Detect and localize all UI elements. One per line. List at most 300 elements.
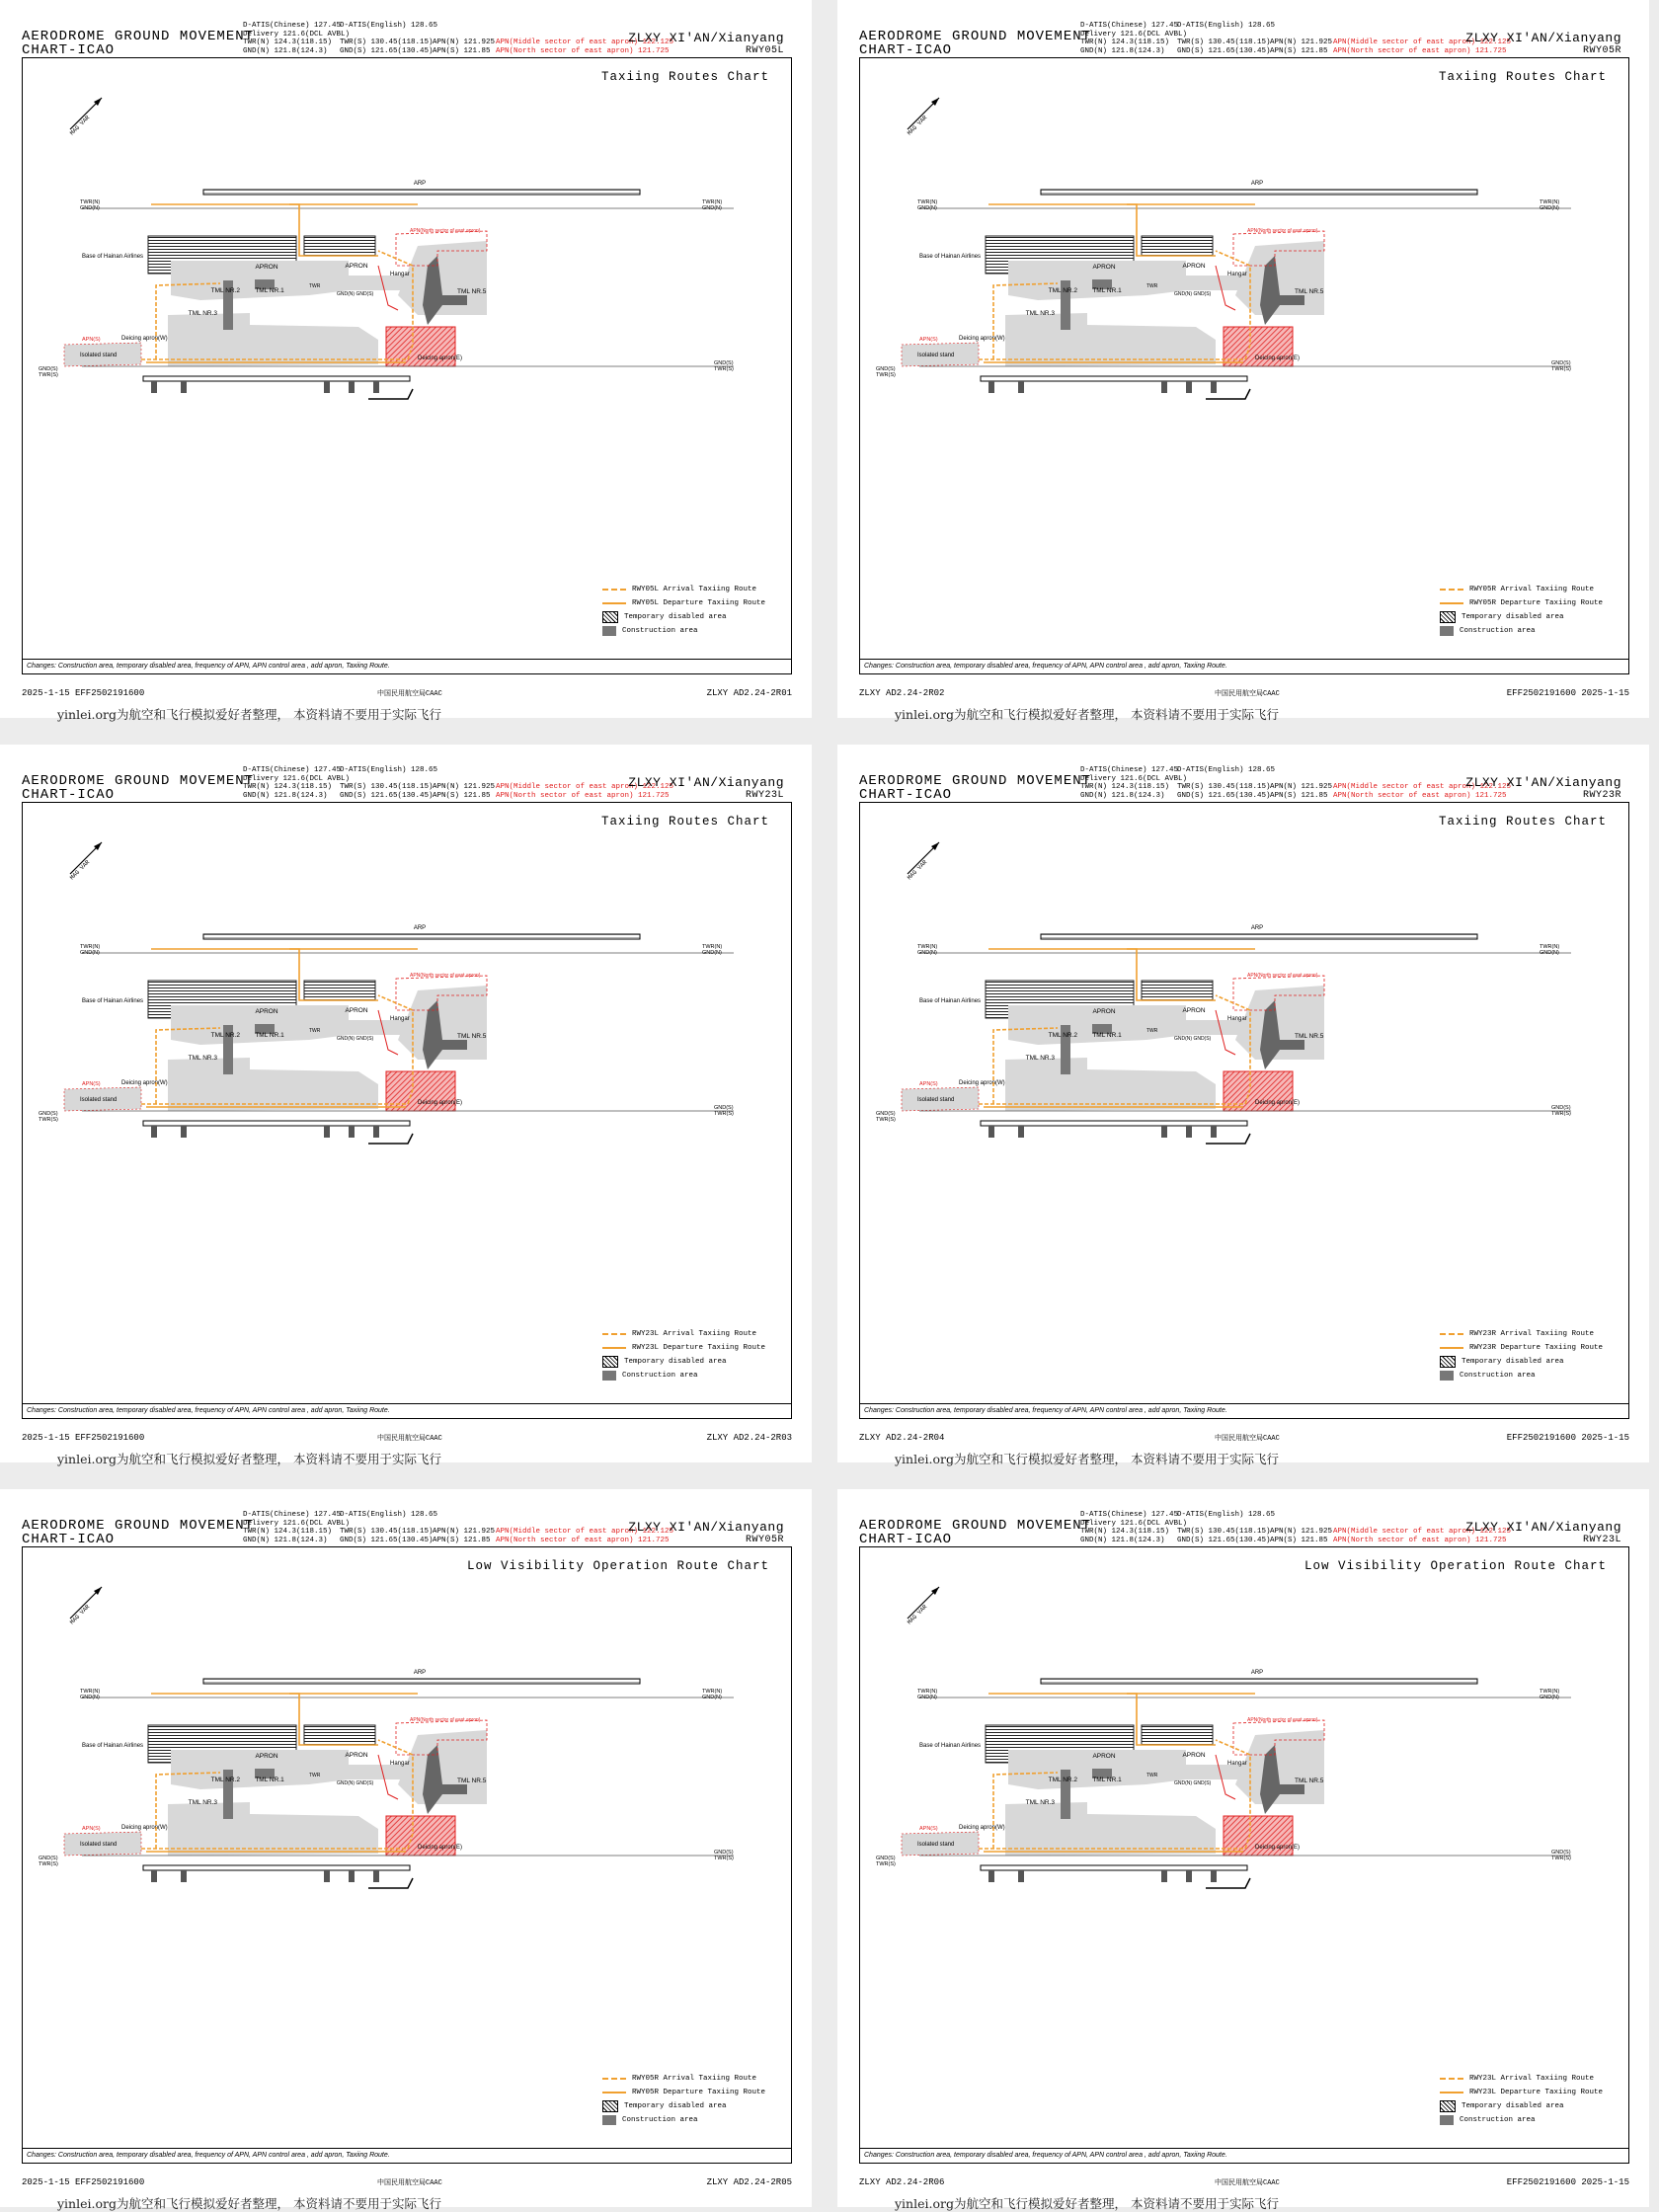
freq-twr-s: TWR(S) 130.45(118.15) [340,1528,434,1537]
freq-twr-n: TWR(N) 124.3(118.15) [1080,1528,1170,1537]
apron-label: APRON [1182,263,1206,270]
legend-item [602,2072,765,2086]
runway-south [143,1121,413,1144]
freq-gnd-n: GND(N) 121.8(124.3) [1080,1536,1165,1544]
watermark-text: yinlei.org为航空和飞行模拟爱好者整理， 本资料请不要用于实际飞行 [57,2196,441,2211]
freq-twr-s: TWR(S) 130.45(118.15) [1177,39,1271,47]
freq-row [243,1528,674,1537]
gnd-ns-label: GND(N) GND(S) [337,291,374,297]
freq-row [243,46,670,56]
legend-construction: Construction area [1459,1372,1536,1380]
hainan-base-label: Base of Hainan Airlines [919,998,982,1004]
freq-gnd-s: GND(S) 121.65(130.45) [340,46,434,55]
legend-item [602,2099,765,2113]
apn-s-label: APN(S) [919,337,938,343]
apron-label: APRON [1092,1753,1116,1760]
freq-apn-middle-east: APN(Middle sector of east apron) 122.125 [496,1528,674,1537]
airport-name: ZLXY XI'AN/Xianyang [1465,775,1621,790]
footer-caac: 中国民用航空局CAAC [1215,2179,1280,2187]
airport-name: ZLXY XI'AN/Xianyang [628,31,784,45]
tml1-label: TML NR.1 [1092,287,1122,294]
gnd-s-label: GND(S) [1551,1850,1571,1856]
freq-apn-s: APN(S) 121.85 [1270,46,1328,55]
terminal-area [902,973,1324,1111]
twr-n-label: TWR(N) [80,1689,101,1695]
legend-item [602,1341,765,1355]
tml3-label: TML NR.3 [188,1055,217,1062]
hainan-base-label: Base of Hainan Airlines [919,1743,982,1749]
chart-subtitle: Low Visibility Operation Route Chart [1304,1559,1607,1573]
departure-line-icon [1440,2092,1463,2094]
airport-id [1465,1520,1621,1545]
legend-item [602,2086,765,2099]
legend-disabled: Temporary disabled area [1461,613,1564,621]
apn-north-east-label: APN(North sector of east apron) [410,973,481,979]
runway-north [1041,925,1477,939]
freq-atis-en: D-ATIS(English) 128.65 [340,766,438,774]
legend-item [1440,2086,1603,2099]
tml3-label: TML NR.3 [1025,1055,1055,1062]
twr-label: TWR [1146,1773,1158,1778]
gnd-n-label: GND(N) [702,205,722,211]
svg-text:MAG VAR: MAG VAR [68,114,92,137]
freq-delivery: Delivery 121.6(DCL AVBL) [243,30,351,39]
terminal-area [64,228,487,366]
apron-label: APRON [1182,1752,1206,1759]
legend-item [602,1355,765,1369]
freq-apn-s: APN(S) 121.85 [1270,791,1328,800]
footer-right: EFF2502191600 2025-1-15 [1506,1433,1629,1443]
frequency-table [1080,1511,1512,1544]
apron-label: APRON [1092,1008,1116,1015]
footer-left: ZLXY AD2.24-2R02 [859,688,945,698]
legend-item [1440,583,1603,596]
hainan-base-label: Base of Hainan Airlines [82,254,144,260]
gnd-n-label: GND(N) [702,1695,722,1700]
gnd-n-label: GND(N) [1540,1695,1559,1700]
freq-apn-middle-east: APN(Middle sector of east apron) 122.125 [1333,783,1512,792]
arp-label: ARP [1250,925,1264,931]
footer-left: 2025-1-15 EFF2502191600 [22,2177,145,2187]
freq-twr-n: TWR(N) 124.3(118.15) [243,783,333,792]
gnd-s-label: GND(S) [1551,360,1571,366]
tml2-label: TML NR.2 [1048,1032,1077,1039]
legend-item [1440,2072,1603,2086]
legend-departure: RWY05R Departure Taxiing Route [1468,599,1603,607]
hainan-base-label: Base of Hainan Airlines [919,254,982,260]
twr-label: TWR [1146,1028,1158,1034]
twr-s-label: TWR(S) [714,1856,734,1861]
hangar-label: Hangar [1227,272,1247,277]
twr-n-label: TWR(N) [702,199,723,205]
gnd-s-label: GND(S) [876,366,896,372]
twr-label: TWR [309,283,321,289]
freq-gnd-n: GND(N) 121.8(124.3) [243,1536,328,1544]
title-line-2: CHART-ICAO [859,42,953,58]
freq-gnd-n: GND(N) 121.8(124.3) [1080,46,1165,55]
chart-page [837,745,1649,1466]
chart-frame [859,1546,1629,2164]
frequency-table [243,766,674,800]
tml1-label: TML NR.1 [1092,1032,1122,1039]
gnd-s-label: GND(S) [714,1850,734,1856]
title-line-2: CHART-ICAO [22,787,116,803]
legend-item [1440,1341,1603,1355]
title-line-2: CHART-ICAO [22,1532,116,1547]
freq-row [243,39,674,47]
twr-s-label: TWR(S) [876,372,896,378]
freq-twr-n: TWR(N) 124.3(118.15) [243,1528,333,1537]
hainan-base-label: Base of Hainan Airlines [82,1743,144,1749]
terminal-area [64,1717,487,1856]
freq-row [1080,783,1512,792]
twr-n-label: TWR(N) [1540,199,1560,205]
twr-s-label: TWR(S) [39,1861,58,1867]
deicing-west-label: Deicing apron(W) [121,1080,168,1086]
legend-disabled: Temporary disabled area [1461,1358,1564,1366]
legend-item [1440,2099,1603,2113]
freq-twr-n: TWR(N) 124.3(118.15) [1080,783,1170,792]
frequency-table [1080,22,1512,55]
chart-legend [602,1327,765,1382]
gnd-n-label: GND(N) [80,950,100,956]
construction-icon [602,626,616,636]
runway-north [1041,1670,1477,1684]
freq-row [243,791,670,801]
freq-row [243,22,658,31]
freq-apn-north-east: APN(North sector of east apron) 121.725 [496,1536,670,1544]
terminal-area [64,973,487,1111]
legend-item [602,1369,765,1382]
hatch-icon [602,2100,618,2112]
freq-twr-s: TWR(S) 130.45(118.15) [1177,1528,1271,1537]
airport-id [1465,31,1621,56]
tml2-label: TML NR.2 [1048,287,1077,294]
construction-icon [1440,2115,1454,2125]
tml5-label: TML NR.5 [1295,288,1324,295]
north-arrow-icon [68,1587,102,1625]
twr-n-label: TWR(N) [917,1689,938,1695]
airport-name: ZLXY XI'AN/Xianyang [628,1520,784,1535]
title-line-2: CHART-ICAO [859,787,953,803]
apron-label: APRON [345,1752,368,1759]
chart-legend [1440,1327,1603,1382]
legend-construction: Construction area [621,1372,698,1380]
twr-n-label: TWR(N) [80,199,101,205]
deicing-west-label: Deicing apron(W) [121,336,168,342]
freq-apn-n: APN(N) 121.925 [1270,1528,1333,1537]
departure-line-icon [602,602,626,604]
hatch-icon [602,611,618,623]
freq-gnd-s: GND(S) 121.65(130.45) [1177,46,1271,55]
freq-apn-n: APN(N) 121.925 [433,1528,496,1537]
freq-apn-middle-east: APN(Middle sector of east apron) 122.125 [1333,39,1512,47]
freq-atis-cn: D-ATIS(Chinese) 127.45 [243,1511,342,1519]
deicing-east-label: Deicing apron(E) [418,356,463,361]
footer-right: ZLXY AD2.24-2R01 [706,688,792,698]
arp-label: ARP [413,925,427,931]
runway-north [203,1670,640,1684]
gnd-s-label: GND(S) [39,1856,58,1861]
footer-caac: 中国民用航空局CAAC [1215,690,1280,698]
freq-row [1080,31,1495,40]
freq-apn-s: APN(S) 121.85 [433,1536,491,1544]
title-line-1: AERODROME GROUND MOVEMENT [22,773,255,789]
twr-n-label: TWR(N) [702,1689,723,1695]
watermark-text: yinlei.org为航空和飞行模拟爱好者整理， 本资料请不要用于实际飞行 [57,707,441,722]
freq-twr-s: TWR(S) 130.45(118.15) [1177,783,1271,792]
freq-apn-n: APN(N) 121.925 [1270,783,1333,792]
arp-label: ARP [413,1670,427,1676]
construction-icon [1440,1371,1454,1381]
freq-atis-en: D-ATIS(English) 128.65 [1177,1511,1276,1519]
twr-s-label: TWR(S) [1551,1856,1571,1861]
freq-gnd-s: GND(S) 121.65(130.45) [1177,1536,1271,1544]
freq-apn-north-east: APN(North sector of east apron) 121.725 [1333,46,1507,55]
tml1-label: TML NR.1 [255,1777,284,1783]
apn-north-east-label: APN(North sector of east apron) [410,1717,481,1723]
apn-s-label: APN(S) [82,1081,101,1087]
title-line-1: AERODROME GROUND MOVEMENT [22,1518,255,1534]
hangar-label: Hangar [390,272,410,277]
tml3-label: TML NR.3 [188,1799,217,1806]
svg-text:MAG VAR: MAG VAR [68,858,92,882]
arrival-line-icon [1440,589,1463,591]
freq-row [1080,1520,1495,1529]
hangar-label: Hangar [1227,1016,1247,1022]
apn-s-label: APN(S) [919,1826,938,1832]
chart-page [0,0,812,722]
freq-twr-s: TWR(S) 130.45(118.15) [340,39,434,47]
legend-disabled: Temporary disabled area [1461,2102,1564,2110]
twr-n-label: TWR(N) [1540,944,1560,950]
freq-apn-north-east: APN(North sector of east apron) 121.725 [496,46,670,55]
legend-departure: RWY05L Departure Taxiing Route [631,599,765,607]
legend-arrival: RWY23L Arrival Taxiing Route [1468,2075,1594,2083]
airport-name: ZLXY XI'AN/Xianyang [628,775,784,790]
runway-designator: RWY05R [1582,45,1621,56]
apn-north-east-label: APN(North sector of east apron) [1247,1717,1318,1723]
apn-s-label: APN(S) [919,1081,938,1087]
runway-south [143,376,413,399]
chart-subtitle: Taxiing Routes Chart [1438,70,1607,84]
footer-caac: 中国民用航空局CAAC [377,2179,442,2187]
freq-atis-en: D-ATIS(English) 128.65 [340,22,438,30]
twr-n-label: TWR(N) [702,944,723,950]
chart-type-title [859,1519,1091,1546]
airport-name: ZLXY XI'AN/Xianyang [1465,1520,1621,1535]
legend-item [1440,1355,1603,1369]
freq-apn-n: APN(N) 121.925 [1270,39,1333,47]
chart-frame [22,57,792,674]
gnd-n-label: GND(N) [1540,205,1559,211]
changes-note: Changes: Construction area, temporary disabled area, frequency of APN, APN control area , add apron, Taxiing Route. [23,659,791,673]
legend-construction: Construction area [1459,2116,1536,2124]
freq-row [243,783,674,792]
gnd-n-label: GND(N) [80,205,100,211]
gnd-ns-label: GND(N) GND(S) [337,1036,374,1042]
airport-id [628,775,784,801]
legend-construction: Construction area [621,627,698,635]
legend-arrival: RWY05L Arrival Taxiing Route [631,586,756,593]
svg-text:MAG VAR: MAG VAR [906,858,929,882]
chart-legend [1440,2072,1603,2127]
freq-delivery: Delivery 121.6(DCL AVBL) [243,774,351,783]
freq-apn-s: APN(S) 121.85 [1270,1536,1328,1544]
changes-note: Changes: Construction area, temporary disabled area, frequency of APN, APN control area , add apron, Taxiing Route. [23,2148,791,2163]
freq-atis-cn: D-ATIS(Chinese) 127.45 [1080,22,1179,30]
legend-item [602,2113,765,2127]
chart-legend [602,2072,765,2127]
chart-page [837,1489,1649,2211]
freq-row [243,1520,658,1529]
freq-gnd-n: GND(N) 121.8(124.3) [243,46,328,55]
terminal-area [902,228,1324,366]
freq-delivery: Delivery 121.6(DCL AVBL) [1080,774,1188,783]
title-line-1: AERODROME GROUND MOVEMENT [22,29,255,44]
footer-right: EFF2502191600 2025-1-15 [1506,2177,1629,2187]
north-arrow-icon [906,1587,939,1625]
gnd-ns-label: GND(N) GND(S) [1174,1036,1212,1042]
gnd-s-label: GND(S) [39,366,58,372]
gnd-n-label: GND(N) [1540,950,1559,956]
freq-row [243,1511,658,1520]
apron-label: APRON [255,1008,278,1015]
tml1-label: TML NR.1 [255,1032,284,1039]
freq-row [1080,46,1507,56]
north-arrow-icon [906,98,939,136]
legend-item [1440,596,1603,610]
freq-row [243,766,658,775]
freq-apn-north-east: APN(North sector of east apron) 121.725 [1333,791,1507,800]
apron-label: APRON [345,1007,368,1014]
arrival-line-icon [1440,1333,1463,1335]
departure-line-icon [1440,1347,1463,1349]
footer-left: 2025-1-15 EFF2502191600 [22,688,145,698]
freq-delivery: Delivery 121.6(DCL AVBL) [1080,30,1188,39]
twr-s-label: TWR(S) [714,366,734,372]
legend-departure: RWY23L Departure Taxiing Route [631,1344,765,1352]
isolated-stand-label: Isolated stand [80,1097,118,1103]
legend-item [1440,1369,1603,1382]
runway-south [981,1865,1250,1888]
twr-n-label: TWR(N) [917,199,938,205]
apron-label: APRON [345,263,368,270]
chart-page [837,0,1649,722]
legend-item [1440,2113,1603,2127]
isolated-stand-label: Isolated stand [80,353,118,358]
gnd-s-label: GND(S) [876,1856,896,1861]
watermark-text: yinlei.org为航空和飞行模拟爱好者整理， 本资料请不要用于实际飞行 [895,1452,1279,1466]
tml5-label: TML NR.5 [1295,1033,1324,1040]
deicing-west-label: Deicing apron(W) [959,336,1005,342]
chart-legend [1440,583,1603,638]
apron-label: APRON [255,264,278,271]
freq-twr-s: TWR(S) 130.45(118.15) [340,783,434,792]
watermark-text: yinlei.org为航空和飞行模拟爱好者整理， 本资料请不要用于实际飞行 [57,1452,441,1466]
legend-arrival: RWY05R Arrival Taxiing Route [1468,586,1594,593]
freq-atis-en: D-ATIS(English) 128.65 [1177,766,1276,774]
freq-atis-cn: D-ATIS(Chinese) 127.45 [1080,1511,1179,1519]
legend-arrival: RWY23L Arrival Taxiing Route [631,1330,756,1338]
footer-right: EFF2502191600 2025-1-15 [1506,688,1629,698]
airport-name: ZLXY XI'AN/Xianyang [1465,31,1621,45]
footer-right: ZLXY AD2.24-2R05 [706,2177,792,2187]
deicing-west-label: Deicing apron(W) [959,1080,1005,1086]
runway-north [1041,181,1477,195]
legend-disabled: Temporary disabled area [623,613,727,621]
legend-item [602,1327,765,1341]
footer-left: 2025-1-15 EFF2502191600 [22,1433,145,1443]
runway-north [203,925,640,939]
arrival-line-icon [602,589,626,591]
freq-apn-n: APN(N) 121.925 [433,39,496,47]
twr-n-label: TWR(N) [917,944,938,950]
isolated-stand-label: Isolated stand [917,1842,955,1848]
terminal-area [902,1717,1324,1856]
hatch-icon [1440,1356,1456,1368]
chart-subtitle: Low Visibility Operation Route Chart [466,1559,769,1573]
hangar-label: Hangar [390,1761,410,1767]
tml3-label: TML NR.3 [1025,1799,1055,1806]
apn-s-label: APN(S) [82,337,101,343]
legend-item [1440,1327,1603,1341]
legend-disabled: Temporary disabled area [623,1358,727,1366]
freq-atis-cn: D-ATIS(Chinese) 127.45 [243,22,342,30]
frequency-table [243,1511,674,1544]
deicing-east-label: Deicing apron(E) [1255,356,1301,361]
tml5-label: TML NR.5 [1295,1778,1324,1784]
freq-row [243,31,658,40]
gnd-n-label: GND(N) [917,950,937,956]
chart-type-title [859,774,1091,802]
chart-page [0,745,812,1466]
gnd-ns-label: GND(N) GND(S) [1174,1780,1212,1786]
legend-construction: Construction area [1459,627,1536,635]
chart-legend [602,583,765,638]
gnd-s-label: GND(S) [876,1111,896,1117]
arp-label: ARP [1250,1670,1264,1676]
isolated-stand-label: Isolated stand [917,1097,955,1103]
chart-page [0,1489,812,2211]
legend-item [602,610,765,624]
freq-atis-cn: D-ATIS(Chinese) 127.45 [243,766,342,774]
runway-south [981,376,1250,399]
departure-line-icon [602,1347,626,1349]
tml2-label: TML NR.2 [210,1032,240,1039]
gnd-ns-label: GND(N) GND(S) [1174,291,1212,297]
hatch-icon [1440,2100,1456,2112]
freq-row [1080,39,1512,47]
airport-id [628,1520,784,1545]
svg-text:MAG VAR: MAG VAR [906,1603,929,1626]
hatch-icon [602,1356,618,1368]
freq-apn-north-east: APN(North sector of east apron) 121.725 [496,791,670,800]
arp-label: ARP [413,181,427,187]
watermark-text: yinlei.org为航空和飞行模拟爱好者整理， 本资料请不要用于实际飞行 [895,707,1279,722]
freq-apn-middle-east: APN(Middle sector of east apron) 122.125 [496,39,674,47]
freq-row [243,1536,670,1545]
freq-row [1080,1536,1507,1545]
svg-text:MAG VAR: MAG VAR [906,114,929,137]
construction-icon [602,1371,616,1381]
footer-right: ZLXY AD2.24-2R03 [706,1433,792,1443]
tml5-label: TML NR.5 [457,1778,487,1784]
gnd-s-label: GND(S) [39,1111,58,1117]
title-line-1: AERODROME GROUND MOVEMENT [859,773,1092,789]
footer-caac: 中国民用航空局CAAC [377,1435,442,1443]
svg-text:MAG VAR: MAG VAR [68,1603,92,1626]
